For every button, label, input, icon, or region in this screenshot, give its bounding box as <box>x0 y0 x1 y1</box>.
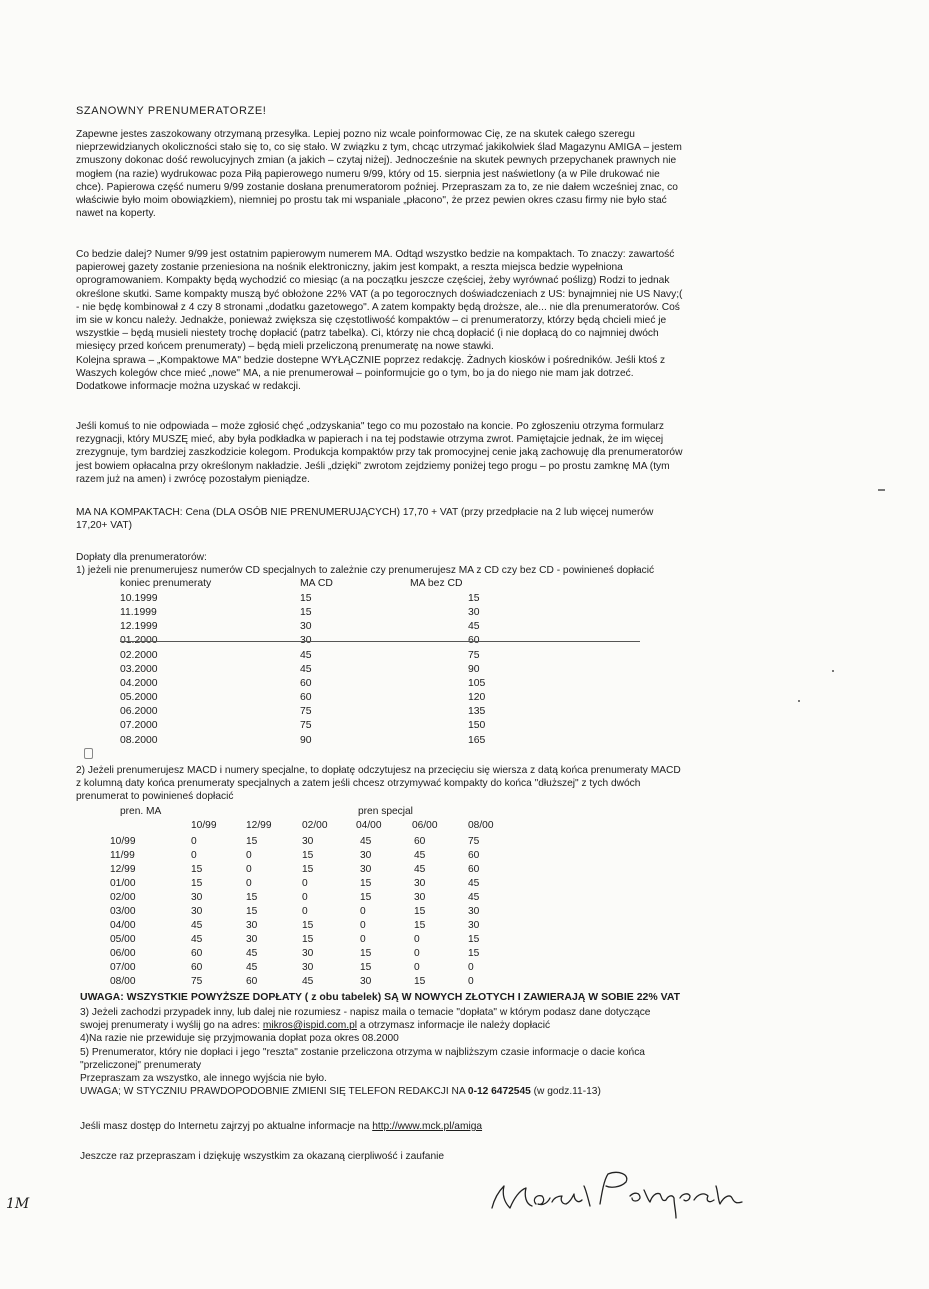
cell-value: 15 <box>191 878 203 889</box>
text-line: Jeśli komuś to nie odpowiada – może zgłosić chęć „odzyskania" tego co mu pozostało na koncie. Po zgłoszeniu otrzyma formularz <box>76 421 664 432</box>
text-line: Dodatkowe informacje można uzyskać w redakcji. <box>76 381 301 393</box>
closing-line: Jeszcze raz przepraszam i dziękuję wszystkim za okazaną cierpliwość i zaufanie <box>80 1151 445 1162</box>
text-line <box>80 1085 840 1098</box>
cell-value: 60 <box>468 850 480 861</box>
table-row <box>80 593 680 606</box>
text-line: prenumerat to powinieneś dopłacić <box>76 791 234 803</box>
cell-value: 0 <box>360 906 366 917</box>
cell-value: 60 <box>468 864 480 875</box>
cell-ma-bez-cd: 30 <box>468 607 480 618</box>
price-paragraph <box>76 506 836 532</box>
text-line: zrezygnuje, tym bardziej zaszkodzicie kolegom. Produkcja kompaktów przy tak promocyjnej cenie jaką zachowuję dla prenumeratorów <box>76 447 683 459</box>
text-line: Zapewne jestes zaszokowany otrzymaną przesyłka. Lepiej pozno niz wcale poinformowac Cię, ze na skutek całego szeregu <box>76 129 635 140</box>
text-line: określone skutki. Same kompakty muszą być obłożone 22% VAT (a po tegorocznych doświadczeniach z US: bynajmniej nie US Navy;( <box>76 288 683 300</box>
text-line: z kolumną daty końca prenumeraty specjalnych a zatem jeśli chcesz otrzymywać kompakty do końca "dłuższej" z tych dwóch <box>76 778 641 790</box>
table-row <box>80 864 580 877</box>
cell-value: 45 <box>191 920 203 931</box>
notes-block <box>80 1006 840 1098</box>
column-header: MA bez CD <box>410 578 463 589</box>
cell-date: 12/99 <box>110 864 136 875</box>
cell-ma-cd: 45 <box>300 650 312 661</box>
vat-warning: UWAGA: WSZYSTKIE POWYŻSZE DOPŁATY ( z obu tabelek) SĄ W NOWYCH ZŁOTYCH I ZAWIERAJĄ W SOBIE 22% VAT <box>80 991 681 1003</box>
text-line: "przeliczonej" prenumeraty <box>80 1059 202 1071</box>
text-line: chce). Papierowa część numeru 9/99 zostanie dosłana prenumeratorom poźniej. Przepraszam za to, ze nie dałem wcześniej znac, co <box>76 181 678 193</box>
text-line: jest bowiem opłacalna przy określonym nakładzie. Jeśli „dzięki" zwrotom zejdziemy poniżej tego progu – po prostu zamknę MA (tym <box>76 460 670 472</box>
checkbox-mark <box>84 748 93 759</box>
text-line: mogłem (na razie) wydrukowac poza Piłą papierowego numeru 9/99, który od 15. sierpnia jest naświetlony (a w Pile drukować nie <box>76 168 660 180</box>
text-line: 2) Jeżeli prenumerujesz MACD i numery specjalne, to dopłatę odczytujesz na przecięciu się wiersza z datą końca prenumeraty MACD <box>76 765 681 776</box>
scan-speck <box>798 700 800 702</box>
text-line: wszystkie – będą musieli niestety trochę dopłacić (patrz tabelka). Ci, którzy nie chcą dopłacić (i nie dopłacą do co najmniej dwóch <box>76 328 659 340</box>
cell-value: 15 <box>414 906 426 917</box>
text-line: nieprzewidzianych okoliczności stało się to, co się stało. W związku z tym, chcąc utrzymać jakikolwiek ślad Magazynu AMIGA – jestem <box>76 142 682 154</box>
text-line <box>80 1120 840 1133</box>
column-header: koniec prenumeraty <box>120 578 212 589</box>
cell-value: 15 <box>360 892 372 903</box>
text-line: 3) Jeżeli zachodzi przypadek inny, lub dalej nie rozumiesz - napisz maila o temacie "dopłata" w którym podasz dane dotyczące <box>80 1007 651 1018</box>
cell-value: 60 <box>191 948 203 959</box>
scan-speck <box>878 489 885 491</box>
text-line: Kolejna sprawa – „Kompaktowe MA" bedzie dostepne WYŁĄCZNIE poprzez redakcję. Żadnych kiosków i pośredników. Jeśli ktoś z <box>76 354 666 366</box>
text-line: oprogramowaniem. Kompakty będą wychodzić co miesiąc (a na początku jeszcze częściej, żeby wyrównać poślizg) Rodzi to jednak <box>76 275 670 287</box>
cell-date: 07/00 <box>110 962 136 973</box>
cell-date: 11/99 <box>110 850 135 861</box>
cell-value: 30 <box>414 892 426 903</box>
cell-date: 10/99 <box>110 836 136 847</box>
cell-value: 15 <box>468 934 480 945</box>
cell-value: 0 <box>246 878 252 889</box>
next-paragraph <box>76 248 836 393</box>
cell-date: 08/00 <box>110 976 136 987</box>
cell-value: 60 <box>414 836 426 847</box>
table-row <box>80 720 680 733</box>
cell-date: 02/00 <box>110 892 136 903</box>
cell-date: 03/00 <box>110 906 136 917</box>
cell-date: 07.2000 <box>120 720 158 731</box>
cell-value: 45 <box>246 948 258 959</box>
cell-value: 30 <box>302 962 314 973</box>
cell-value: 60 <box>246 976 258 987</box>
cell-date: 03.2000 <box>120 664 158 675</box>
cell-value: 0 <box>360 920 366 931</box>
column-header: 08/00 <box>468 820 494 831</box>
cell-value: 0 <box>246 864 252 875</box>
column-header: 12/99 <box>246 820 272 831</box>
cell-date: 10.1999 <box>120 593 158 604</box>
column-header: MA CD <box>300 578 333 589</box>
table1-intro: 1) jeżeli nie prenumerujesz numerów CD specjalnych to zależnie czy prenumerujesz MA z CD czy bez CD - powinieneś dopłacić <box>76 565 655 577</box>
cell-date: 02.2000 <box>120 650 158 661</box>
table-row <box>80 621 680 634</box>
cell-ma-cd: 60 <box>300 692 312 703</box>
cell-value: 0 <box>191 836 197 847</box>
text-line: MA NA KOMPAKTACH: Cena (DLA OSÓB NIE PRENUMERUJĄCYCH) 17,70 + VAT (przy przedpłacie na 2 lub więcej numerów <box>76 507 654 518</box>
surcharge-table <box>80 578 640 758</box>
column-header: 04/00 <box>356 820 382 831</box>
cell-ma-bez-cd: 105 <box>468 678 486 689</box>
cell-ma-cd: 60 <box>300 678 312 689</box>
cell-ma-bez-cd: 45 <box>468 621 480 632</box>
cell-value: 0 <box>414 962 420 973</box>
cell-value: 15 <box>246 906 258 917</box>
cell-ma-cd: 30 <box>300 621 312 632</box>
text-line: papierowej gazety zostanie przeniesiona na nośnik elektroniczny, jakim jest kompakt, a reszta miejsca bedzie wypełniona <box>76 262 623 274</box>
text-line: miesięcy przed końcem prenumeraty) – będą mieli przeliczoną prenumeratę na nowe stawki. <box>76 341 494 353</box>
cell-value: 45 <box>468 892 480 903</box>
cell-date: 04.2000 <box>120 678 158 689</box>
cell-value: 0 <box>191 850 197 861</box>
table-row <box>80 706 680 719</box>
cell-value: 30 <box>302 836 314 847</box>
cell-ma-cd: 15 <box>300 607 312 618</box>
cell-value: 30 <box>468 920 480 931</box>
cell-value: 15 <box>246 892 258 903</box>
surcharge-heading-block <box>76 551 836 577</box>
handwritten-signature <box>480 1160 750 1220</box>
cell-value: 15 <box>360 948 372 959</box>
cell-value: 30 <box>360 864 372 875</box>
table-row <box>80 878 580 891</box>
cell-value: 15 <box>414 920 426 931</box>
text-segment: Jeśli masz dostęp do Internetu zajrzyj po aktualne informacje na <box>80 1121 373 1132</box>
cell-date: 04/00 <box>110 920 136 931</box>
intro-paragraph <box>76 128 836 220</box>
strike-line <box>120 641 640 642</box>
cell-value: 30 <box>246 934 258 945</box>
text-line: 4)Na razie nie przewiduje się przyjmowania dopłat poza okres 08.2000 <box>80 1033 399 1045</box>
table-header-row <box>80 578 680 591</box>
table-header-row <box>80 820 580 833</box>
cell-ma-cd: 45 <box>300 664 312 675</box>
cell-value: 60 <box>191 962 203 973</box>
cell-date: 05.2000 <box>120 692 158 703</box>
table-row <box>80 850 580 863</box>
cell-ma-bez-cd: 165 <box>468 735 486 746</box>
cell-value: 45 <box>246 962 258 973</box>
cell-value: 30 <box>468 906 480 917</box>
cell-ma-cd: 75 <box>300 706 312 717</box>
cell-value: 75 <box>468 836 480 847</box>
table-row <box>80 976 580 989</box>
cell-value: 0 <box>302 906 308 917</box>
table-row <box>80 664 680 677</box>
text-segment: (w godz.11-13) <box>530 1086 601 1098</box>
text-line: nawet na koperty. <box>76 208 156 220</box>
cell-date: 06/00 <box>110 948 136 959</box>
cell-value: 15 <box>302 920 314 931</box>
text-line: Waszych kolegów chce mieć „nowe" MA, a nie prenumerował – poinformujcie go o tym, bo ja do niego nie mam jak dotrzeć. <box>76 367 634 379</box>
refund-paragraph <box>76 420 836 486</box>
cell-value: 0 <box>414 934 420 945</box>
cell-value: 75 <box>191 976 203 987</box>
table-row <box>80 692 680 705</box>
cell-value: 15 <box>302 934 314 945</box>
internet-line <box>80 1120 840 1133</box>
cell-value: 15 <box>360 962 372 973</box>
table-row <box>80 892 580 905</box>
cell-value: 15 <box>302 850 314 861</box>
cell-ma-cd: 15 <box>300 593 312 604</box>
table-caption-row <box>80 806 580 819</box>
cell-value: 30 <box>246 920 258 931</box>
cell-value: 30 <box>414 878 426 889</box>
cell-value: 0 <box>468 962 474 973</box>
table-row <box>80 678 680 691</box>
text-line: im sie w koncu należy. Jednakże, ponieważ zwiększa się częstotliwość kompaktów – ci prenumeratorzy, którzy będą chcieli mieć je <box>76 315 667 327</box>
cell-value: 15 <box>360 878 372 889</box>
cell-value: 15 <box>468 948 480 959</box>
email-link[interactable]: mikros@ispid.com.pl <box>262 1020 358 1032</box>
cell-value: 15 <box>246 836 258 847</box>
table-row <box>80 948 580 961</box>
text-line <box>80 1019 840 1032</box>
letter-greeting: SZANOWNY PRENUMERATORZE! <box>76 105 267 117</box>
cell-value: 0 <box>414 948 420 959</box>
table2-intro <box>76 764 836 804</box>
table-row <box>80 934 580 947</box>
table-row <box>80 836 580 849</box>
cell-ma-bez-cd: 15 <box>468 593 480 604</box>
cell-value: 45 <box>191 934 203 945</box>
cell-ma-cd: 90 <box>300 735 312 746</box>
cell-ma-bez-cd: 120 <box>468 692 486 703</box>
cell-value: 30 <box>302 948 314 959</box>
table-row <box>80 962 580 975</box>
text-segment: a otrzymasz informacje ile należy dopłacić <box>357 1020 551 1032</box>
surcharge-heading: Dopłaty dla prenumeratorów: <box>76 552 207 563</box>
cell-value: 45 <box>414 850 426 861</box>
text-line: rezygnacji, który MUSZĘ mieć, aby była podkładka w papierach i na tej podstawie otrzyma zwrot. Pamiętajcie jednak, że im więcej <box>76 434 664 446</box>
text-line: zmuszony dokonac dość rewolucyjnych zmian (a jakich – czytaj niżej). Jednocześnie na skutek pewnych przepychanek prawnych nie <box>76 155 677 167</box>
cell-value: 30 <box>191 892 203 903</box>
text-line: Przepraszam za wszystko, ale innego wyjścia nie było. <box>80 1073 327 1085</box>
cell-value: 0 <box>302 878 308 889</box>
cell-ma-cd: 75 <box>300 720 312 731</box>
cell-value: 15 <box>414 976 426 987</box>
table-row <box>80 906 580 919</box>
cell-date: 05/00 <box>110 934 136 945</box>
cell-value: 15 <box>191 864 203 875</box>
text-segment: swojej prenumeraty i wyślij go na adres: <box>80 1020 263 1032</box>
cell-value: 45 <box>302 976 314 987</box>
text-line: właściwie było moim obowiązkiem), niemniej po prostu tak mi wspaniale „płacono", że przez pewien okres czasu firmy nie było stać <box>76 195 667 207</box>
cell-value: 45 <box>414 864 426 875</box>
column-header: 06/00 <box>412 820 438 831</box>
cell-value: 30 <box>191 906 203 917</box>
column-axis-label: pren specjal <box>358 806 413 817</box>
text-line: 17,20+ VAT) <box>76 520 132 532</box>
cell-value: 15 <box>302 864 314 875</box>
text-line: razem już na amen) i zwrócę pozostałym pieniądze. <box>76 473 310 485</box>
special-surcharge-table <box>80 806 540 992</box>
cell-date: 12.1999 <box>120 621 158 632</box>
text-line: Co bedzie dalej? Numer 9/99 jest ostatnim papierowym numerem MA. Odtąd wszystko bedzie na kompaktach. To znaczy: zawartość <box>76 249 675 260</box>
cell-value: 45 <box>468 878 480 889</box>
cell-date: 06.2000 <box>120 706 158 717</box>
cell-date: 01/00 <box>110 878 136 889</box>
text-line: - nie będę kombinował z 4 czy 8 stronami „dodatku gazetowego". A zatem kompakty będą droższe, ale... nie dla prenumeratorów. Coś <box>76 301 680 313</box>
cell-value: 30 <box>360 850 372 861</box>
column-header: 10/99 <box>191 820 217 831</box>
table-row <box>80 607 680 620</box>
text-segment: UWAGA; W STYCZNIU PRAWDOPODOBNIE ZMIENI SIĘ TELEFON REDAKCJI NA <box>80 1086 468 1098</box>
table-row <box>80 735 680 748</box>
cell-date: 08.2000 <box>120 735 158 746</box>
table-row <box>80 920 580 933</box>
cell-value: 0 <box>302 892 308 903</box>
column-header: 02/00 <box>302 820 328 831</box>
cell-value: 0 <box>360 934 366 945</box>
cell-ma-bez-cd: 150 <box>468 720 486 731</box>
row-axis-label: pren. MA <box>120 806 162 817</box>
cell-value: 45 <box>360 836 372 847</box>
text-line: 5) Prenumerator, który nie dopłaci i jego "reszta" zostanie przeliczona otrzyma w najbliższym czasie informacje o dacie końca <box>80 1046 645 1058</box>
cell-date: 11.1999 <box>120 607 157 618</box>
cell-value: 0 <box>246 850 252 861</box>
cell-ma-bez-cd: 75 <box>468 650 480 661</box>
table-row <box>80 650 680 663</box>
scan-speck <box>832 670 834 672</box>
margin-note: 1M <box>6 1196 30 1212</box>
website-link[interactable]: http://www.mck.pl/amiga <box>372 1121 483 1132</box>
cell-ma-bez-cd: 135 <box>468 706 486 717</box>
cell-value: 0 <box>468 976 474 987</box>
cell-ma-bez-cd: 90 <box>468 664 480 675</box>
cell-value: 30 <box>360 976 372 987</box>
phone-number: 0-12 6472545 <box>467 1086 531 1098</box>
